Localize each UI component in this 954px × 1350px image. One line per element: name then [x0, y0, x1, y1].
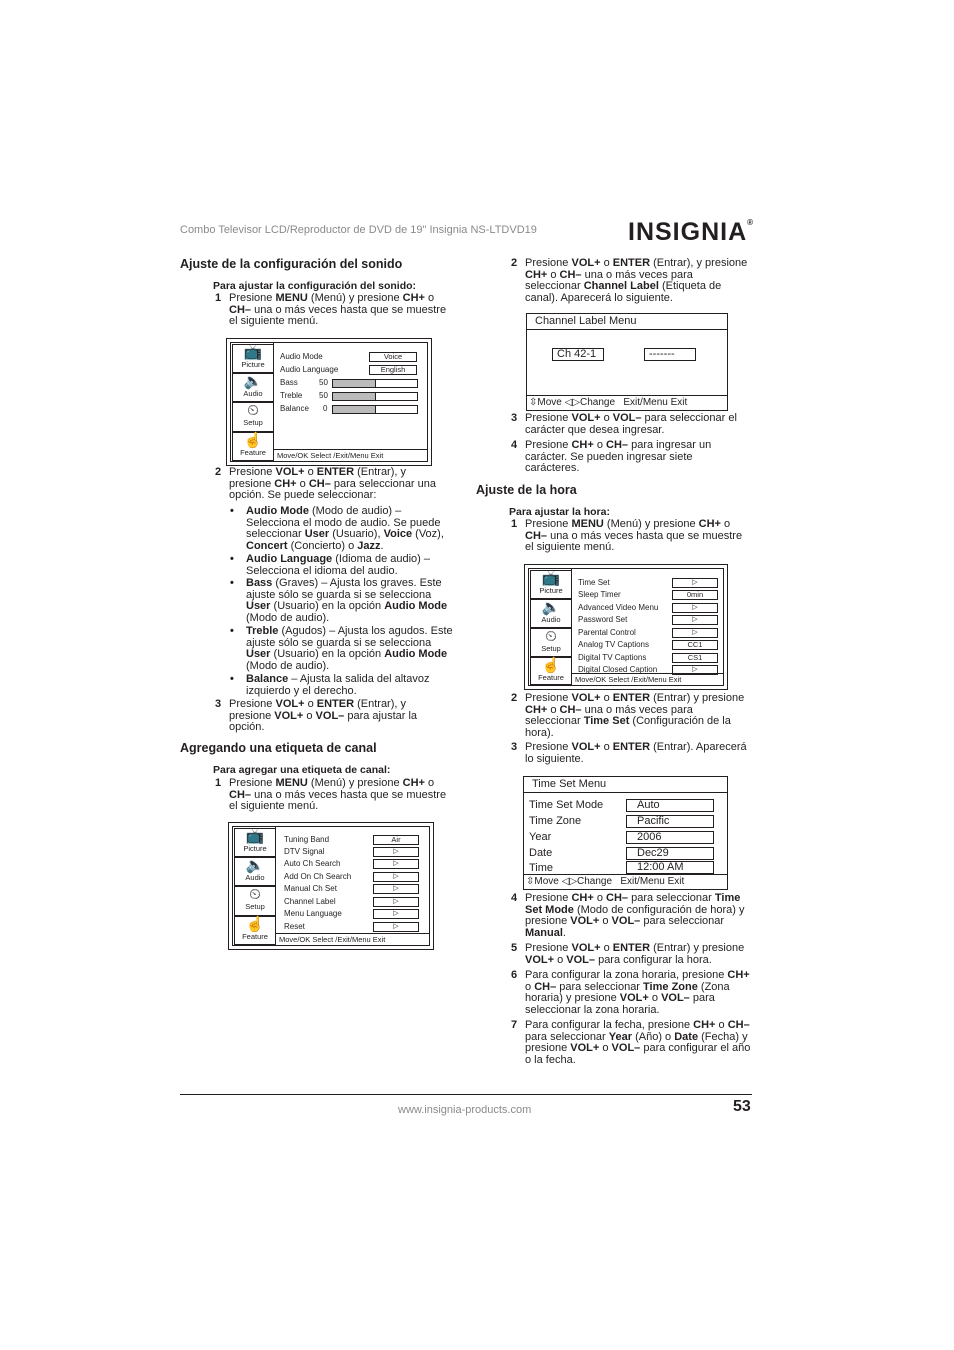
- speaker-icon: 🔈: [541, 599, 561, 616]
- submenu-arrow-icon: ▷: [373, 884, 419, 894]
- hand-icon: ☝: [245, 916, 265, 933]
- time-step-5: 5 Presione VOL+ o ENTER (Entrar) y presione VOL+ o VOL– para configurar la hora.: [511, 942, 745, 966]
- speaker-icon: 🔈: [245, 857, 265, 874]
- footer-url[interactable]: www.insignia-products.com: [398, 1104, 532, 1116]
- submenu-arrow-icon: ▷: [672, 603, 718, 613]
- menu-sidebar: [231, 343, 274, 461]
- menu-value: 50: [319, 391, 328, 400]
- list-item: • Bass (Graves) – Ajusta los graves. Este ajuste sólo se guarda si se selecciona User (Usuario) en la opción Audio Mode (Modo de audio).: [246, 578, 454, 624]
- menu-row[interactable]: Analog TV Captions: [578, 640, 650, 649]
- sidebar-item-picture[interactable]: 📺 Picture: [530, 570, 572, 599]
- clock-icon: ⏲: [249, 886, 261, 903]
- menu-value: Air: [373, 835, 419, 845]
- list-item: • Audio Mode (Modo de audio) – Selecciona el modo de audio. Se puede seleccionar User (Usuario), Voice (Voz), Concert (Concierto) o Jazz.: [246, 506, 454, 552]
- menu-row[interactable]: Time Zone: [529, 815, 582, 827]
- change-icon: ◁▷: [561, 876, 578, 887]
- menu-row[interactable]: Reset: [284, 922, 305, 931]
- page-number: 53: [733, 1098, 751, 1115]
- footer-rule: [180, 1094, 752, 1095]
- submenu-arrow-icon: ▷: [672, 615, 718, 625]
- bass-slider[interactable]: [332, 379, 418, 388]
- menu-row[interactable]: Date: [529, 847, 553, 859]
- menu-title: Time Set Menu: [524, 777, 727, 793]
- menu-value: English: [369, 365, 417, 375]
- submenu-arrow-icon: ▷: [672, 578, 718, 588]
- sidebar-item-feature[interactable]: ☝ Feature: [234, 916, 276, 945]
- sidebar-item-feature[interactable]: ☝ Feature: [232, 432, 274, 461]
- channel-menu-screen: [228, 822, 434, 950]
- submenu-arrow-icon: ▷: [373, 897, 419, 907]
- label-step-4: 4 Presione CH+ o CH– para ingresar un carácter. Se pueden ingresar siete carácteres.: [511, 439, 712, 474]
- change-icon: ◁▷: [564, 397, 581, 408]
- tv-icon: 📺: [541, 570, 561, 587]
- menu-sidebar: [529, 569, 572, 685]
- list-item: • Audio Language (Idioma de audio) – Selecciona el idioma del audio.: [246, 554, 454, 577]
- submenu-arrow-icon: ▷: [672, 628, 718, 638]
- sidebar-item-audio[interactable]: 🔈 Audio: [530, 599, 572, 628]
- section-heading-time: Ajuste de la hora: [476, 483, 577, 497]
- menu-footer: ⇳Move ◁▷Change Exit/Menu Exit: [527, 395, 727, 410]
- subheading-label: Para agregar una etiqueta de canal:: [213, 764, 391, 776]
- sound-step-2: 2 Presione VOL+ o ENTER (Entrar), y presione CH+ o CH– para seleccionar una opción. Se puede seleccionar:: [215, 466, 437, 501]
- submenu-arrow-icon: ▷: [373, 859, 419, 869]
- list-item: • Balance – Ajusta la salida del altavoz izquierdo y el derecho.: [246, 674, 454, 697]
- menu-row[interactable]: DTV Signal: [284, 847, 325, 856]
- sidebar-item-setup[interactable]: ⏲ Setup: [232, 402, 274, 432]
- sidebar-item-feature[interactable]: ☝ Feature: [530, 657, 572, 685]
- clock-icon: ⏲: [247, 402, 259, 419]
- menu-row[interactable]: Auto Ch Search: [284, 859, 341, 868]
- menu-row[interactable]: Bass: [280, 378, 298, 387]
- time-step-2: 2 Presione VOL+ o ENTER (Entrar) y presione CH+ o CH– una o más veces para seleccionar Time Set (Configuración de la hora).: [511, 692, 745, 739]
- label-step-2: 2 Presione VOL+ o ENTER (Entrar), y presione CH+ o CH– una o más veces para seleccionar Channel Label (Etiqueta de canal). Aparecerá lo siguiente.: [511, 257, 748, 304]
- sidebar-item-audio[interactable]: 🔈 Audio: [234, 857, 276, 886]
- menu-value: CC1: [672, 640, 718, 650]
- sidebar-item-setup[interactable]: ⏲ Setup: [530, 628, 572, 657]
- hand-icon: ☝: [243, 432, 263, 449]
- running-header: Combo Televisor LCD/Reproductor de DVD de 19" Insignia NS-LTDVD19: [180, 224, 537, 236]
- menu-row[interactable]: Treble: [280, 391, 303, 400]
- sound-step-3: 3 Presione VOL+ o ENTER (Entrar), y presione VOL+ o VOL– para ajustar la opción.: [215, 698, 418, 733]
- menu-row[interactable]: Digital TV Captions: [578, 653, 647, 662]
- menu-row[interactable]: Password Set: [578, 615, 628, 624]
- menu-row[interactable]: Sleep Timer: [578, 590, 621, 599]
- menu-footer: Move/OK Select /Exit/Menu Exit: [274, 449, 427, 461]
- menu-value: 0min: [672, 590, 718, 600]
- time-set-menu-screen: [523, 776, 728, 890]
- menu-row[interactable]: Time Set: [578, 578, 610, 587]
- submenu-arrow-icon: ▷: [373, 922, 419, 932]
- submenu-arrow-icon: ▷: [672, 665, 718, 675]
- menu-value[interactable]: 2006: [626, 831, 714, 844]
- tv-icon: 📺: [245, 828, 265, 845]
- list-item: • Treble (Agudos) – Ajusta los agudos. Este ajuste sólo se guarda si se selecciona User (Usuario) en la opción Audio Mode (Modo de audio).: [246, 626, 454, 672]
- sidebar-item-picture[interactable]: 📺 Picture: [234, 828, 276, 857]
- section-heading-label: Agregando una etiqueta de canal: [180, 741, 377, 755]
- hand-icon: ☝: [541, 657, 561, 674]
- time-step-3: 3 Presione VOL+ o ENTER (Entrar). Aparecerá lo siguiente.: [511, 741, 747, 765]
- section-heading-sound: Ajuste de la configuración del sonido: [180, 257, 403, 271]
- menu-value[interactable]: Pacific: [626, 815, 714, 828]
- menu-value: 0: [323, 404, 328, 413]
- menu-row[interactable]: Time: [529, 862, 554, 874]
- insignia-logo: INSIGNIA®: [628, 218, 755, 246]
- subheading-sound: Para ajustar la configuración del sonido:: [213, 280, 417, 292]
- menu-row[interactable]: Audio Mode: [280, 352, 323, 361]
- menu-footer: ⇳Move ◁▷Change Exit/Menu Exit: [524, 874, 727, 889]
- time-step-7: 7 Para configurar la fecha, presione CH+ o CH– para seleccionar Year (Año) o Date (Fecha) y presione VOL+ o VOL– para configurar el año o la fecha.: [511, 1019, 751, 1066]
- submenu-arrow-icon: ▷: [373, 909, 419, 919]
- speaker-icon: 🔈: [243, 373, 263, 390]
- submenu-arrow-icon: ▷: [373, 847, 419, 857]
- menu-row[interactable]: Tuning Band: [284, 835, 330, 844]
- setup-menu-screen: [524, 564, 728, 690]
- subheading-time: Para ajustar la hora:: [509, 506, 610, 518]
- move-icon: ⇳: [529, 397, 538, 408]
- menu-row[interactable]: Menu Language: [284, 909, 342, 918]
- sidebar-item-setup[interactable]: ⏲ Setup: [234, 886, 276, 916]
- time-step-6: 6 Para configurar la zona horaria, presione CH+ o CH– para seleccionar Time Zone (Zona horaria) y presione VOL+ o VOL– para seleccionar la zona horaria.: [511, 969, 750, 1016]
- menu-value[interactable]: Dec29: [626, 847, 714, 860]
- menu-row[interactable]: Parental Control: [578, 628, 636, 637]
- channel-label-menu-screen: [526, 313, 728, 411]
- menu-value: 50: [319, 378, 328, 387]
- menu-footer: Move/OK Select /Exit/Menu Exit: [572, 673, 723, 685]
- label-step-1: 1 Presione MENU (Menú) y presione CH+ o CH– una o más veces hasta que se muestre el siguiente menú.: [215, 777, 447, 812]
- channel-field[interactable]: Ch 42-1: [552, 348, 604, 361]
- menu-value[interactable]: Auto: [626, 799, 714, 812]
- time-step-1: 1 Presione MENU (Menú) y presione CH+ o CH– una o más veces hasta que se muestre el siguiente menú.: [511, 518, 743, 553]
- sidebar-item-audio[interactable]: 🔈 Audio: [232, 373, 274, 402]
- move-icon: ⇳: [526, 876, 535, 887]
- sidebar-item-picture[interactable]: 📺 Picture: [232, 344, 274, 373]
- clock-icon: ⏲: [545, 628, 557, 645]
- menu-row[interactable]: Audio Language: [280, 365, 339, 374]
- menu-row[interactable]: Balance: [280, 404, 309, 413]
- menu-row[interactable]: Digital Closed Caption: [578, 665, 658, 674]
- menu-value: Voice: [369, 352, 417, 362]
- menu-row[interactable]: Channel Label: [284, 897, 336, 906]
- submenu-arrow-icon: ▷: [373, 872, 419, 882]
- menu-title: Channel Label Menu: [527, 314, 727, 330]
- menu-value: CS1: [672, 653, 718, 663]
- menu-row[interactable]: Time Set Mode: [529, 799, 604, 811]
- menu-footer: Move/OK Select /Exit/Menu Exit: [276, 933, 429, 945]
- audio-menu-screen: [226, 338, 432, 466]
- label-entry-field[interactable]: -------: [644, 348, 696, 361]
- sound-step-1: 1 Presione MENU (Menú) y presione CH+ o CH– una o más veces hasta que se muestre el siguiente menú.: [215, 292, 447, 327]
- menu-value[interactable]: 12:00 AM: [626, 861, 714, 874]
- tv-icon: 📺: [243, 344, 263, 361]
- label-step-3: 3 Presione VOL+ o VOL– para seleccionar el carácter que desea ingresar.: [511, 412, 737, 436]
- menu-row[interactable]: Add On Ch Search: [284, 872, 352, 881]
- menu-sidebar: [233, 827, 276, 945]
- menu-row[interactable]: Advanced Video Menu: [578, 603, 659, 612]
- treble-slider[interactable]: [332, 392, 418, 401]
- menu-row[interactable]: Year: [529, 831, 552, 843]
- time-step-4: 4 Presione CH+ o CH– para seleccionar Time Set Mode (Modo de configuración de hora) y presione VOL+ o VOL– para seleccionar Manual.: [511, 892, 745, 939]
- balance-slider[interactable]: [332, 405, 418, 414]
- menu-row[interactable]: Manual Ch Set: [284, 884, 337, 893]
